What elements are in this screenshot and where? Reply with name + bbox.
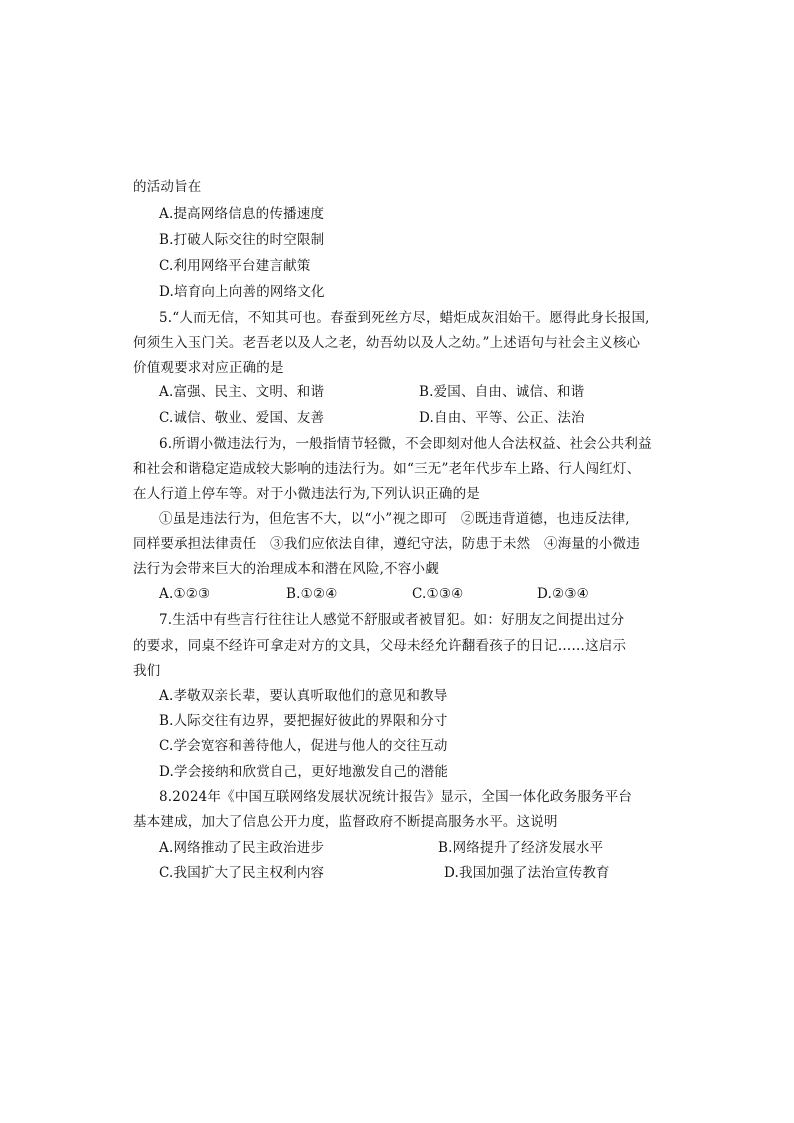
question-6-stem-line-3: 在人行道上停车等。对于小微违法行为,下列认识正确的是 bbox=[133, 486, 480, 502]
question-6-statements-line-1: ①虽是违法行为，但危害不大，以“小”视之即可 ②既违背道德，也违反法律, bbox=[159, 511, 630, 527]
question-7-option-b: B.人际交往有边界，要把握好彼此的界限和分寸 bbox=[159, 713, 448, 729]
question-6-stem-line-2: 和社会和谐稳定造成较大影响的违法行为。如“三无”老年代步车上路、行人闯红灯、 bbox=[133, 461, 641, 477]
question-5-option-d: D.自由、平等、公正、法治 bbox=[419, 410, 585, 426]
question-6-option-b: B.①②④ bbox=[286, 586, 338, 602]
question-6-option-a: A.①②③ bbox=[159, 586, 211, 602]
question-6-stem-line-1: 6.所谓小微违法行为，一般指情节轻微，不会即刻对他人合法权益、社会公共利益 bbox=[159, 436, 652, 452]
question-6-option-d: D.②③④ bbox=[537, 586, 589, 602]
question-7-option-c: C.学会宽容和善待他人，促进与他人的交往互动 bbox=[159, 738, 448, 754]
question-6-statements-line-2: 同样要承担法律责任 ③我们应依法自律，遵纪守法，防患于未然 ④海量的小微违 bbox=[133, 536, 640, 552]
question-6-statements-line-3: 法行为会带来巨大的治理成本和潜在风险,不容小觑 bbox=[133, 561, 439, 577]
question-5-option-b: B.爱国、自由、诚信、和谐 bbox=[419, 384, 585, 400]
question-4-option-d: D.培育向上向善的网络文化 bbox=[159, 284, 325, 300]
question-4-option-b: B.打破人际交往的时空限制 bbox=[159, 232, 325, 248]
question-8-option-d: D.我国加强了法治宣传教育 bbox=[444, 865, 610, 881]
question-8-stem-line-2: 基本建成，加大了信息公开力度，监督政府不断提高服务水平。这说明 bbox=[133, 814, 558, 830]
question-4-stem: 的活动旨在 bbox=[133, 179, 202, 195]
question-7-stem-line-2: 的要求，同桌不经许可拿走对方的文具，父母未经允许翻看孩子的日记……这启示 bbox=[133, 638, 627, 654]
question-7-option-a: A.孝敬双亲长辈，要认真听取他们的意见和教导 bbox=[159, 688, 448, 704]
question-4-option-c: C.利用网络平台建言献策 bbox=[159, 258, 311, 274]
question-5-stem-line-1: 5.“人而无信，不知其可也。春蚕到死丝方尽，蜡炬成灰泪始干。愿得此身长报国, bbox=[159, 310, 650, 326]
question-5-option-c: C.诚信、敬业、爱国、友善 bbox=[159, 410, 325, 426]
question-7-stem-line-3: 我们 bbox=[133, 663, 161, 679]
question-5-option-a: A.富强、民主、文明、和谐 bbox=[159, 384, 325, 400]
question-6-option-c: C.①③④ bbox=[412, 586, 464, 602]
question-7-stem-line-1: 7.生活中有些言行往往让人感觉不舒服或者被冒犯。如：好朋友之间提出过分 bbox=[159, 612, 625, 628]
question-8-option-a: A.网络推动了民主政治进步 bbox=[159, 840, 325, 856]
question-5-stem-line-2: 何须生入玉门关。老吾老以及人之老，幼吾幼以及人之幼。”上述语句与社会主义核心 bbox=[133, 335, 641, 351]
question-4-option-a: A.提高网络信息的传播速度 bbox=[159, 206, 325, 222]
question-8-option-b: B.网络提升了经济发展水平 bbox=[438, 840, 604, 856]
question-8-option-c: C.我国扩大了民主权利内容 bbox=[159, 865, 325, 881]
question-5-stem-line-3: 价值观要求对应正确的是 bbox=[133, 360, 284, 376]
question-8-stem-line-1: 8.2024年《中国互联网络发展状况统计报告》显示，全国一体化政务服务平台 bbox=[159, 789, 633, 805]
question-7-option-d: D.学会接纳和欣赏自己，更好地激发自己的潜能 bbox=[159, 764, 449, 780]
